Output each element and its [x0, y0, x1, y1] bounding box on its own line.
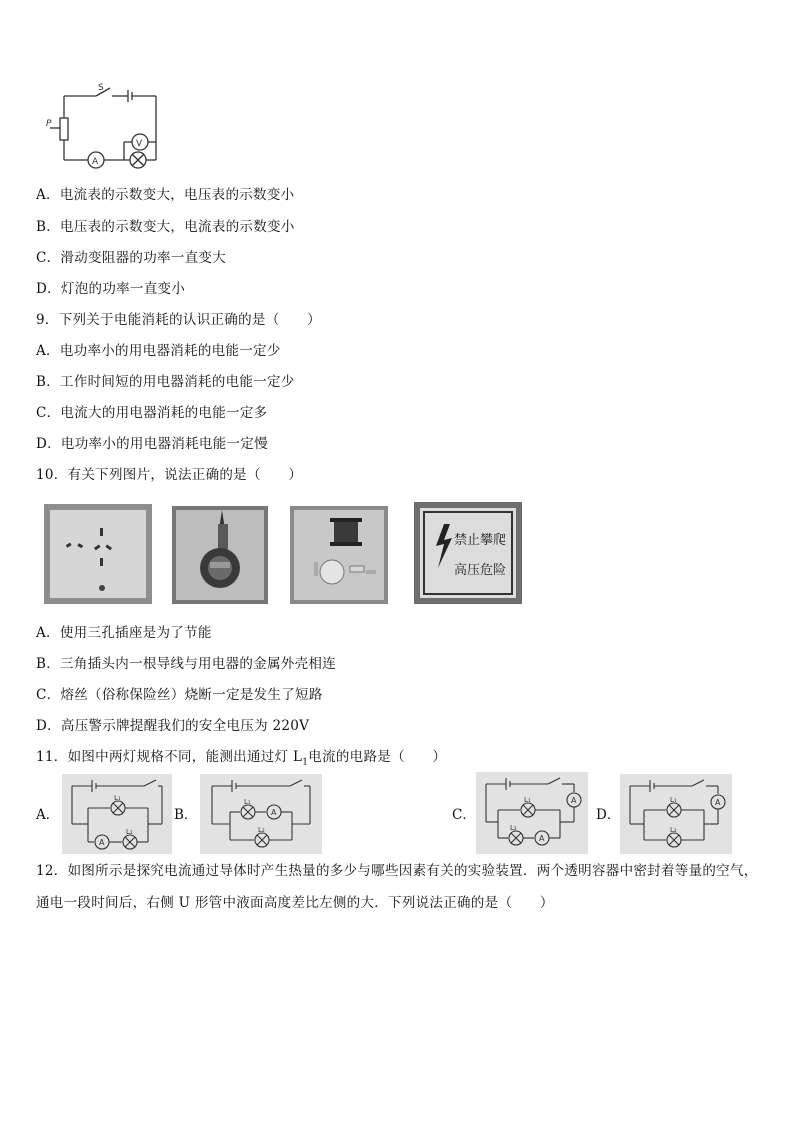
lamp-l2-label: L₂ — [670, 826, 677, 834]
q11-option-b-label: B． — [174, 807, 198, 823]
q11-circuit-b — [200, 774, 322, 854]
switch-label: S — [98, 83, 104, 93]
q9-stem: 9．下列关于电能消耗的认识正确的是（ ） — [36, 312, 321, 328]
voltmeter-label: V — [136, 139, 143, 149]
q11-circuit-d — [620, 774, 732, 854]
q11-option-d-label: D． — [596, 807, 621, 823]
lamp-l1-label: L₁ — [524, 796, 531, 804]
lamp-l1-label: L₁ — [114, 794, 121, 802]
q9-option-d: D．电功率小的用电器消耗电能一定慢 — [36, 436, 268, 452]
q10-option-b: B．三角插头内一根导线与用电器的金属外壳相连 — [36, 656, 337, 672]
q11-stem-text: 11．如图中两灯规格不同，能测出通过灯 L — [36, 749, 303, 765]
q12-stem-line-2: 通电一段时间后，右侧 U 形管中液面高度差比左侧的大．下列说法正确的是（ ） — [36, 895, 554, 911]
fuse-wire-photo — [290, 506, 388, 604]
ammeter-label: A — [571, 796, 577, 805]
q10-stem: 10．有关下列图片，说法正确的是（ ） — [36, 467, 303, 483]
q10-option-a: A．使用三孔插座是为了节能 — [36, 625, 212, 641]
q8-option-a: A．电流表的示数变大，电压表的示数变小 — [36, 187, 295, 203]
ammeter-label: A — [715, 798, 721, 807]
sign-text-high-voltage: 高压危险 — [454, 563, 507, 578]
lamp-l1-label: L₁ — [670, 796, 677, 804]
q9-option-b: B．工作时间短的用电器消耗的电能一定少 — [36, 374, 295, 390]
q11-stem — [36, 748, 446, 772]
triangle-plug-photo — [172, 506, 268, 604]
sign-text-no-climbing: 禁止攀爬 — [454, 533, 507, 548]
q11-option-c-label: C． — [452, 807, 476, 823]
three-hole-socket-photo — [44, 504, 152, 604]
q12-stem-line-1: 12．如图所示是探究电流通过导体时产生热量的多少与哪些因素有关的实验装置．两个透明容器中密封着等量的空气， — [36, 863, 758, 879]
ammeter-label: A — [92, 157, 99, 167]
q10-option-c: C．熔丝（俗称保险丝）烧断一定是发生了短路 — [36, 687, 323, 703]
slider-label: P — [46, 119, 52, 129]
q11-option-a-label: A． — [36, 807, 60, 823]
lamp-l1-label: L₁ — [244, 798, 251, 806]
q8-circuit-diagram — [40, 82, 162, 174]
q8-option-b: B．电压表的示数变大，电流表的示数变小 — [36, 219, 295, 235]
high-voltage-warning-sign-photo — [414, 502, 522, 604]
ammeter-label-2: A — [539, 834, 545, 843]
ammeter-label: A — [271, 808, 277, 817]
q8-option-d: D．灯泡的功率一直变小 — [36, 281, 186, 297]
q9-option-a: A．电功率小的用电器消耗的电能一定少 — [36, 343, 281, 359]
lamp-l2-label: L₂ — [258, 826, 265, 834]
q11-circuit-c — [476, 772, 588, 854]
q10-option-d: D．高压警示牌提醒我们的安全电压为 220V — [36, 718, 310, 734]
q8-option-c: C．滑动变阻器的功率一直变大 — [36, 250, 227, 266]
lamp-l2-label: L₂ — [510, 824, 517, 832]
q11-circuit-a — [62, 774, 172, 854]
q11-stem-subscript: 1 — [302, 757, 309, 768]
ammeter-label: A — [99, 838, 105, 847]
q11-stem-text-end: 电流的电路是（ ） — [308, 749, 447, 765]
lamp-l2-label: L₂ — [126, 828, 133, 836]
q9-option-c: C．电流大的用电器消耗的电能一定多 — [36, 405, 268, 421]
